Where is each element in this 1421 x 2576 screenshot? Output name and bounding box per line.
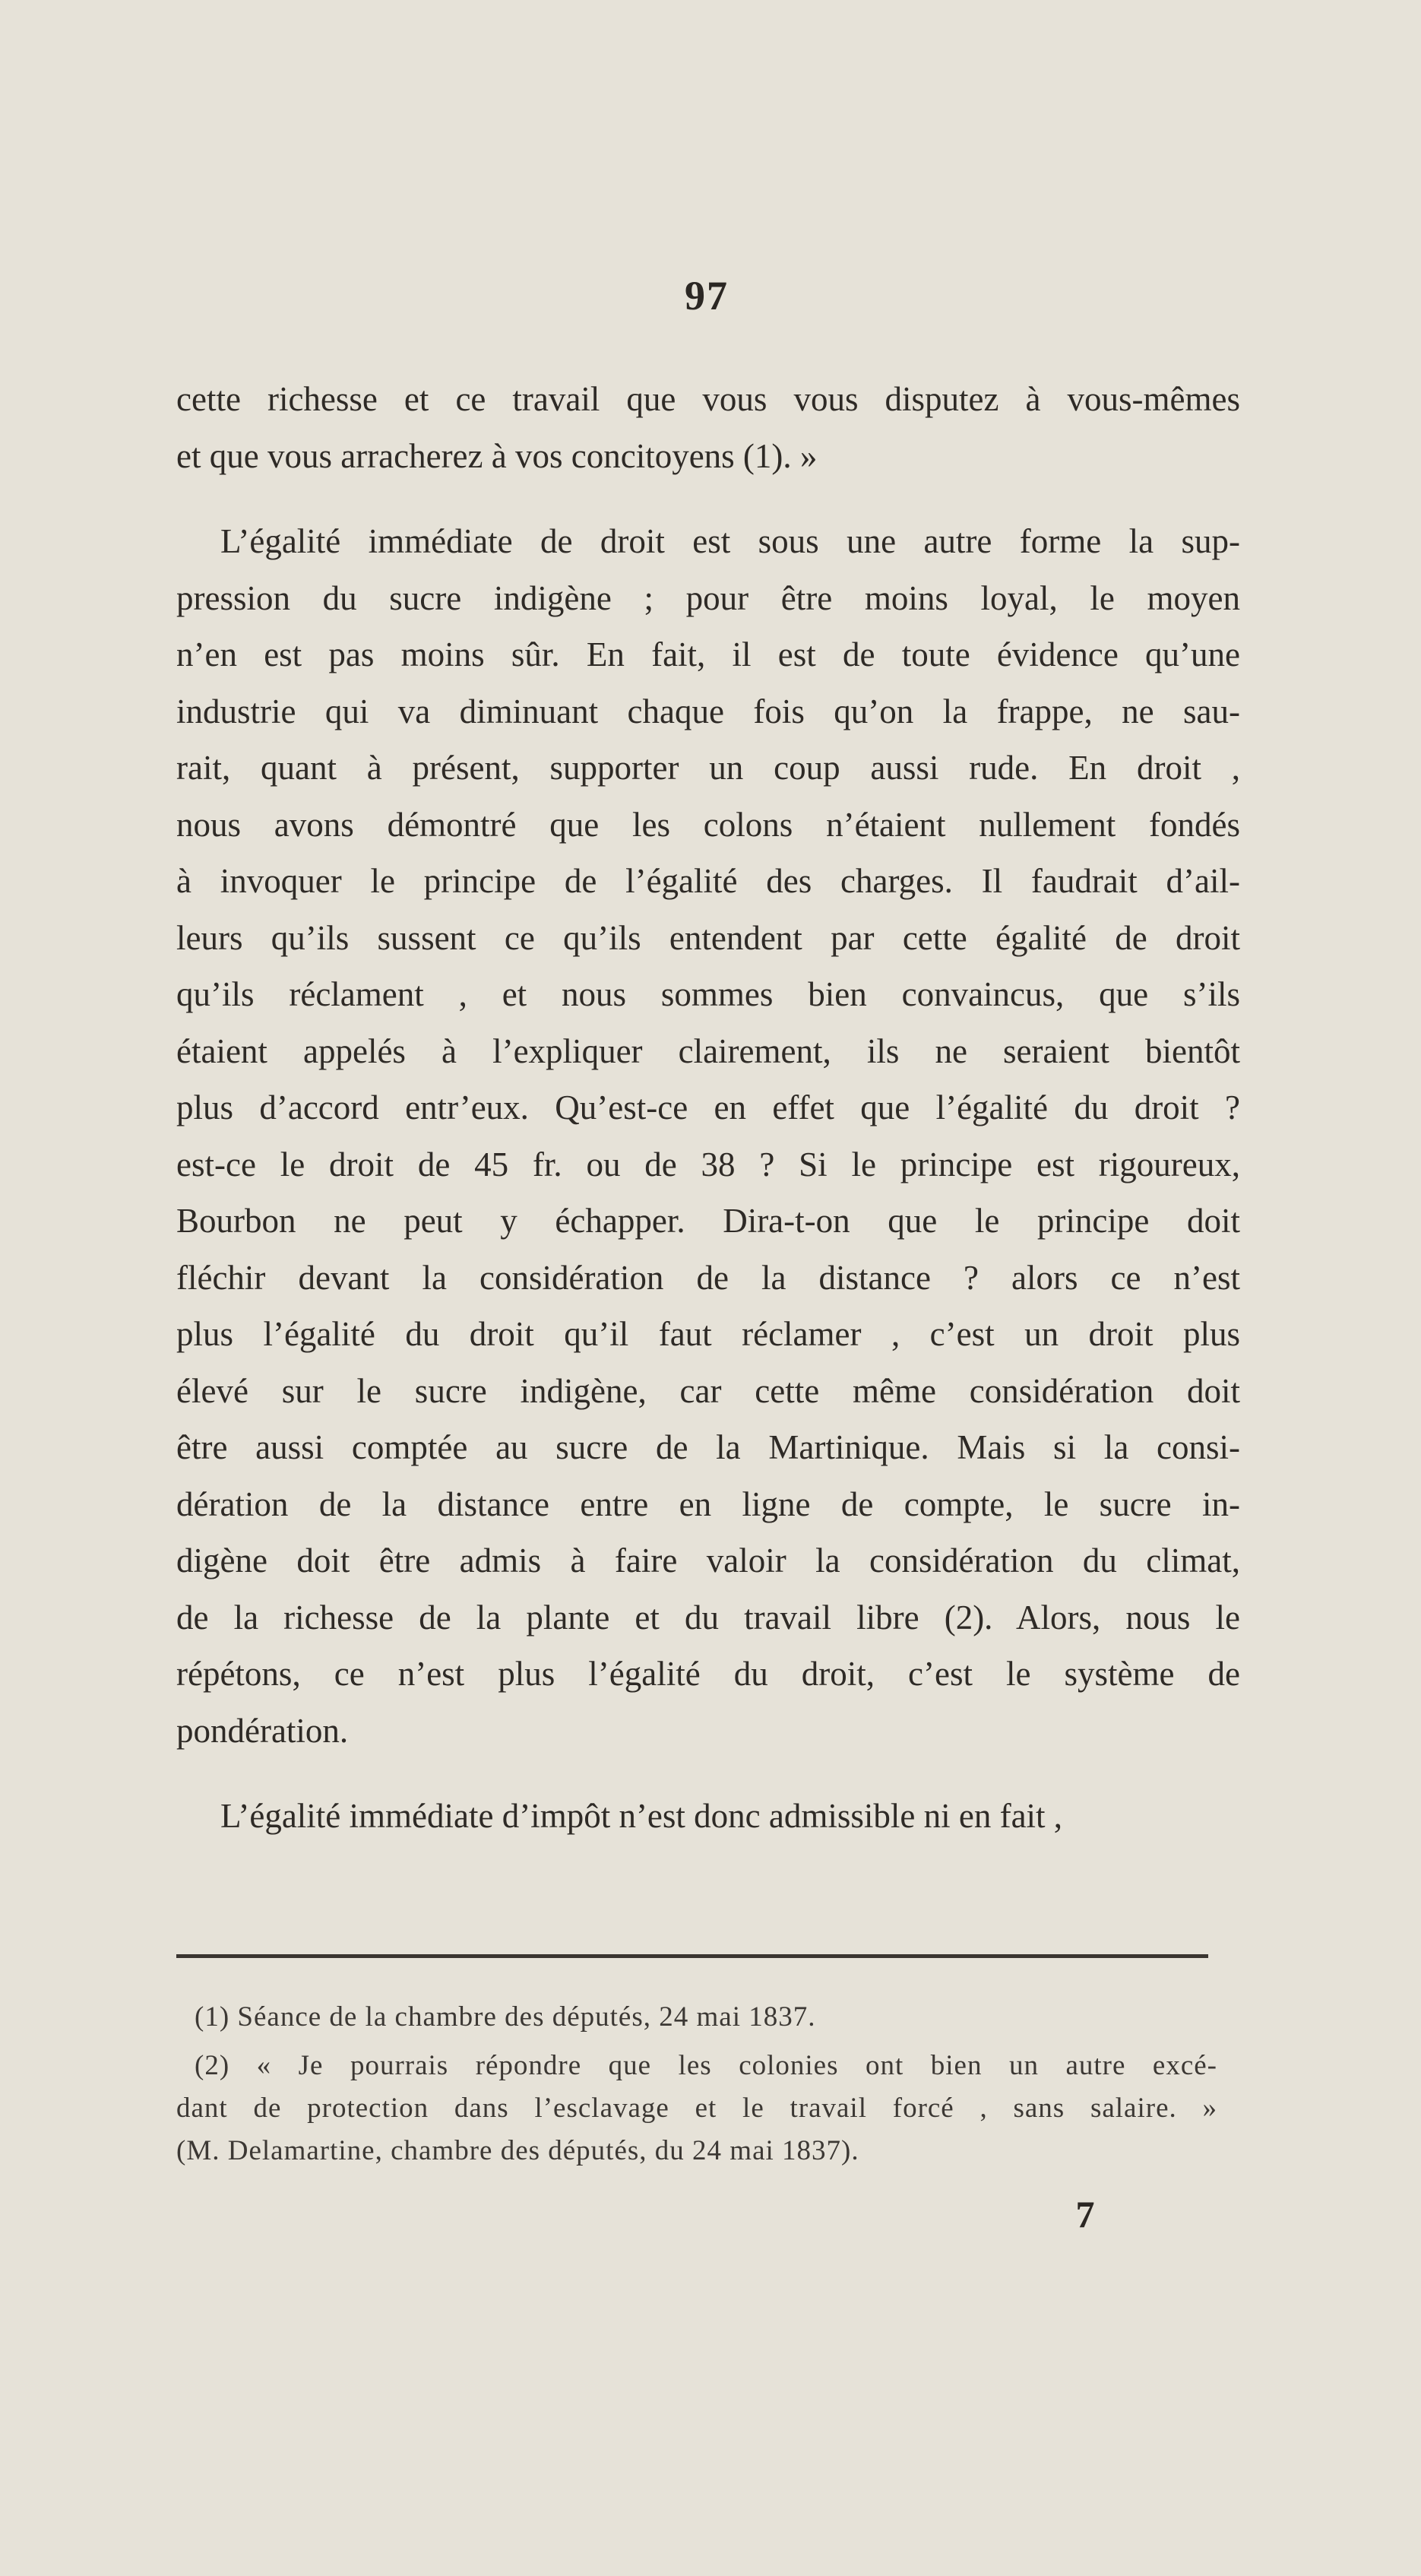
text-line: digène doit être admis à faire valoir la considération du climat, (176, 1541, 1240, 1580)
text-line: dération de la distance entre en ligne de compte, le sucre in- (176, 1484, 1240, 1523)
footnote-2 (176, 2045, 1217, 2172)
footnote-line: dant de protection dans l’esclavage et le travail forcé , sans salaire. » (176, 2093, 1217, 2124)
footnotes (176, 1996, 1217, 2172)
text-line: fléchir devant la considération de la distance ? alors ce n’est (176, 1258, 1240, 1297)
text-line: L’égalité immédiate de droit est sous une autre forme la sup- (220, 522, 1240, 560)
text-line: Bourbon ne peut y échapper. Dira-t-on que le principe doit (176, 1202, 1240, 1240)
text-line: être aussi comptée au sucre de la Martinique. Mais si la consi- (176, 1428, 1240, 1466)
footnote-line: (M. Delamartine, chambre des députés, du 24 mai 1837). (176, 2135, 859, 2166)
text-line: qu’ils réclament , et nous sommes bien convaincus, que s’ils (176, 975, 1240, 1013)
text-line: industrie qui va diminuant chaque fois qu’on la frappe, ne sau- (176, 692, 1240, 730)
text-line: répétons, ce n’est plus l’égalité du droit, c’est le système de (176, 1655, 1240, 1693)
text-line: n’en est pas moins sûr. En fait, il est de toute évidence qu’une (176, 635, 1240, 673)
footnote-divider (176, 1954, 1208, 1958)
text-line: étaient appelés à l’expliquer clairement, ils ne seraient bientôt (176, 1031, 1240, 1070)
text-line: élevé sur le sucre indigène, car cette même considération doit (176, 1371, 1240, 1410)
text-line: et que vous arracherez à vos concitoyens (1). » (176, 436, 818, 475)
page-number: 97 (685, 273, 729, 318)
paragraph-3 (176, 1788, 1240, 1845)
text-line: rait, quant à présent, supporter un coup aussi rude. En droit , (176, 749, 1240, 787)
text-line: de la richesse de la plante et du travail libre (2). Alors, nous le (176, 1598, 1240, 1637)
signature-mark: 7 (1075, 2193, 1095, 2235)
footnote-line: (1) Séance de la chambre des députés, 24 mai 1837. (195, 2001, 816, 2033)
text-line: plus l’égalité du droit qu’il faut réclamer , c’est un droit plus (176, 1315, 1240, 1353)
text-line: leurs qu’ils sussent ce qu’ils entendent par cette égalité de droit (176, 918, 1240, 957)
main-text (176, 371, 1240, 1845)
text-line: plus d’accord entr’eux. Qu’est-ce en effet que l’égalité du droit ? (176, 1088, 1240, 1126)
text-line: L’égalité immédiate d’impôt n’est donc admissible ni en fait , (220, 1797, 1063, 1835)
footnote-line: (2) « Je pourrais répondre que les colonies ont bien un autre excé- (195, 2050, 1217, 2081)
paragraph-1 (176, 371, 1240, 484)
text-line: nous avons démontré que les colons n’étaient nullement fondés (176, 805, 1240, 844)
text-line: à invoquer le principe de l’égalité des charges. Il faudrait d’ail- (176, 862, 1240, 900)
paragraph-2 (176, 513, 1240, 1759)
text-line: pression du sucre indigène ; pour être moins loyal, le moyen (176, 578, 1240, 617)
text-line: cette richesse et ce travail que vous vous disputez à vous-mêmes (176, 380, 1240, 418)
text-line: pondération. (176, 1711, 349, 1750)
footnote-1 (176, 1996, 1217, 2039)
text-line: est-ce le droit de 45 fr. ou de 38 ? Si le principe est rigoureux, (176, 1145, 1240, 1183)
